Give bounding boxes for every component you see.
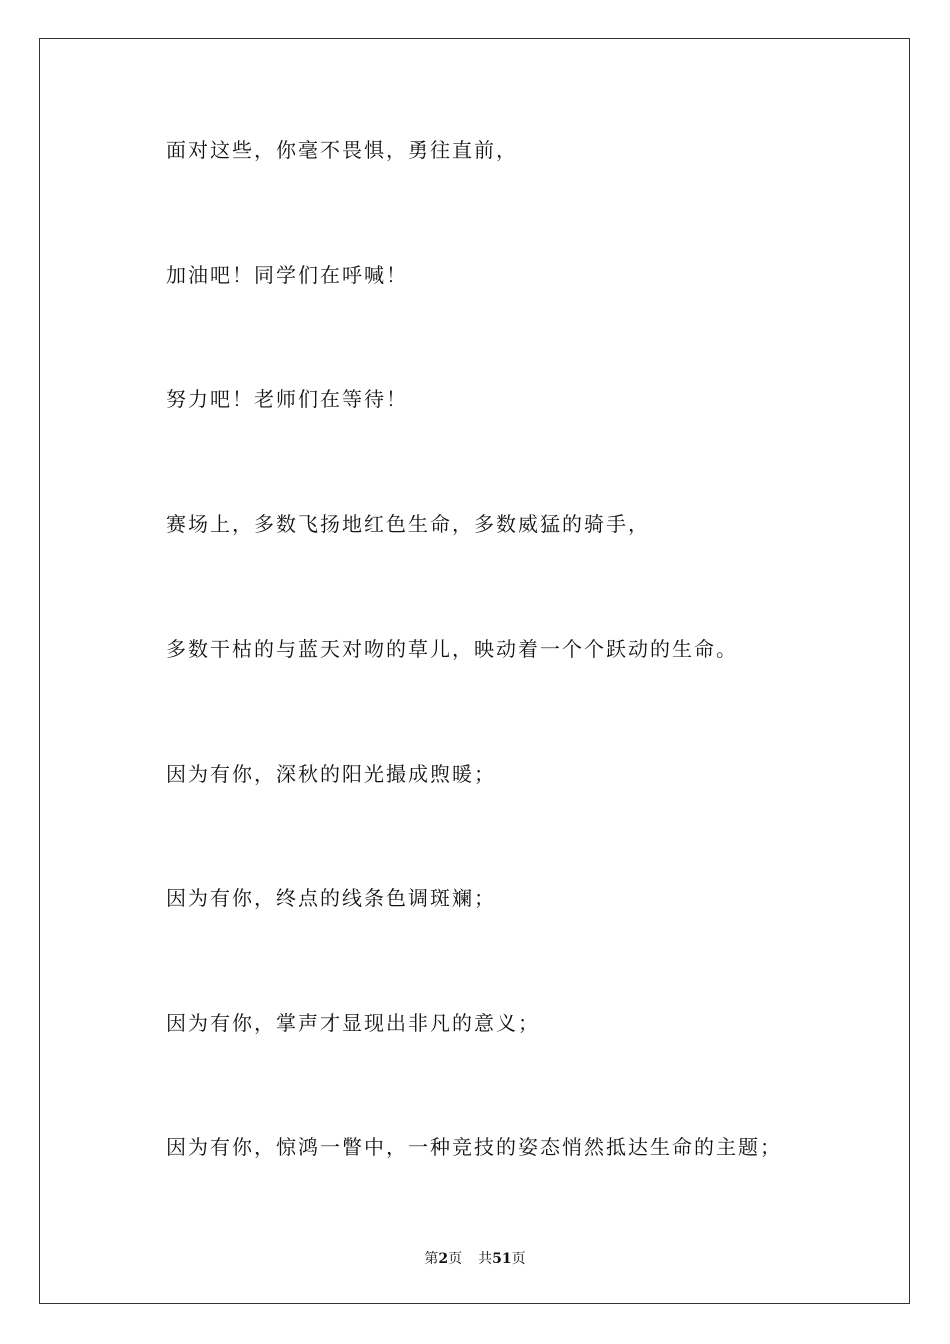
text-line-4: 赛场上，多数飞扬地红色生命，多数威猛的骑手， [166, 512, 650, 536]
text-line-3: 努力吧！老师们在等待！ [166, 387, 408, 411]
text-line-1: 面对这些，你毫不畏惧，勇往直前， [166, 138, 518, 162]
text-line-8: 因为有你，掌声才显现出非凡的意义； [166, 1011, 540, 1035]
page-suffix: 页 [448, 1251, 463, 1267]
text-line-6: 因为有你，深秋的阳光撮成煦暖； [166, 762, 496, 786]
total-suffix: 页 [511, 1251, 526, 1267]
total-prefix: 共 [478, 1251, 493, 1267]
text-line-2: 加油吧！同学们在呼喊！ [166, 263, 408, 287]
page-footer [0, 1248, 950, 1268]
page-border [39, 38, 910, 1304]
text-line-9: 因为有你，惊鸿一瞥中，一种竞技的姿态悄然抵达生命的主题； [166, 1135, 782, 1159]
text-line-7: 因为有你，终点的线条色调斑斓； [166, 886, 496, 910]
text-line-5: 多数干枯的与蓝天对吻的草儿，映动着一个个跃动的生命。 [166, 637, 738, 661]
total-pages: 51 [492, 1251, 512, 1267]
page-number: 2 [438, 1251, 449, 1267]
page-prefix: 第 [424, 1251, 439, 1267]
